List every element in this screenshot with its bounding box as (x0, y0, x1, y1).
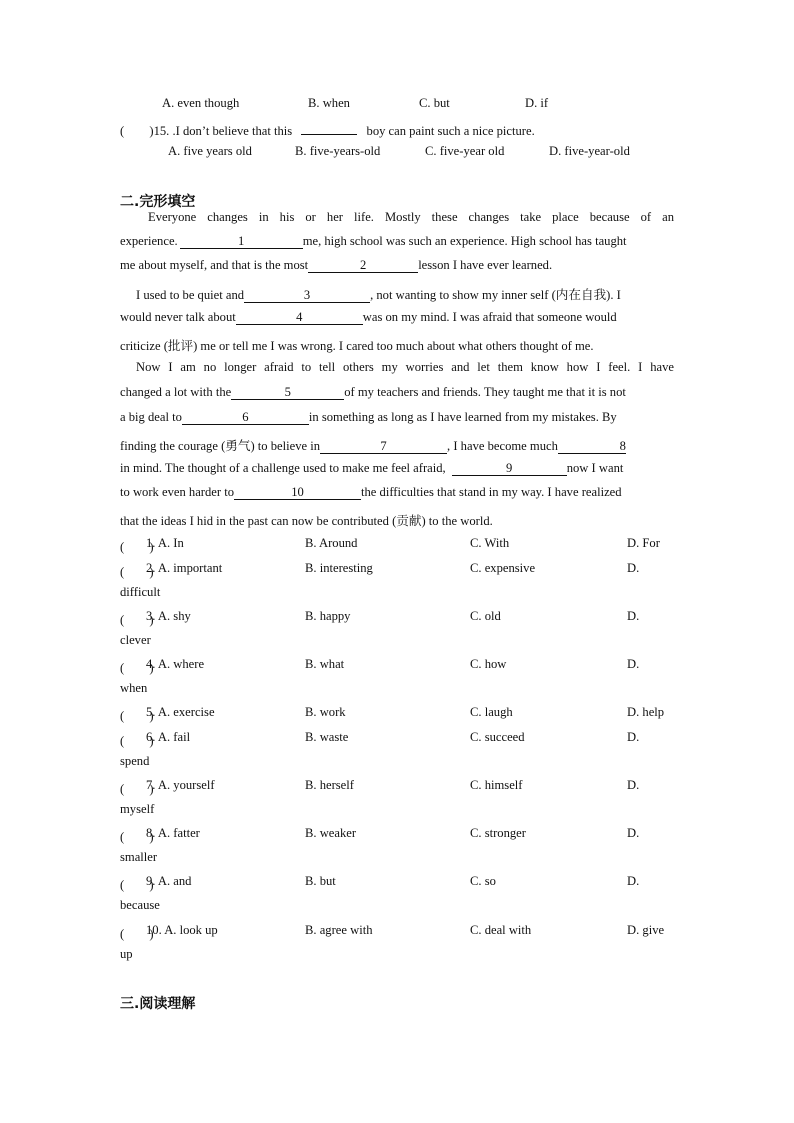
question-option-d: D. (627, 657, 640, 671)
cloze-blank-8[interactable]: 8 (558, 439, 626, 454)
passage-text: experience. (120, 234, 178, 248)
answer-paren[interactable]: ( ) (120, 830, 154, 844)
question-option-d: D. (627, 730, 640, 744)
q15-stem-start: 15. .I don’t believe that this (153, 124, 293, 138)
question-option-a: 8. A. fatter (146, 826, 200, 840)
question-option-a: 2. A. important (146, 561, 223, 575)
section-heading-cloze: 二.完形填空 (120, 194, 196, 210)
q14-option-d: D. if (525, 96, 549, 110)
q14-option-a: A. even though (162, 96, 240, 110)
passage-line: Everyone changes in his or her life. Mostly these changes take place because of an (148, 210, 674, 224)
question-option-c: C. expensive (470, 561, 536, 575)
question-option-b: B. agree with (305, 923, 373, 937)
cloze-blank-9[interactable]: 9 (452, 461, 567, 476)
passage-text: of my teachers and friends. They taught me that it is not (344, 385, 626, 399)
question-option-c: C. stronger (470, 826, 526, 840)
cloze-blank-2[interactable]: 2 (308, 258, 418, 273)
answer-paren[interactable]: ( ) (120, 709, 154, 723)
question-option-b: B. happy (305, 609, 351, 623)
passage-line (120, 385, 674, 400)
question-option-b: B. Around (305, 536, 358, 550)
question-option-a: 7. A. yourself (146, 778, 215, 792)
question-option-d: D. (627, 874, 640, 888)
cloze-blank-5[interactable]: 5 (231, 385, 344, 400)
passage-text: , not wanting to show my inner self (内在自我). I (370, 288, 621, 302)
q15-stem-end: boy can paint such a nice picture. (366, 124, 535, 138)
question-option-c: C. so (470, 874, 496, 888)
passage-text: me, high school was such an experience. High school has taught (302, 234, 627, 248)
question-option-c: C. how (470, 657, 507, 671)
question-option-a: 9. A. and (146, 874, 192, 888)
question-option-b: B. work (305, 705, 346, 719)
question-option-d: D. (627, 826, 640, 840)
question-option-c: C. old (470, 609, 501, 623)
passage-line (120, 410, 674, 425)
passage-text: , I have become much (447, 439, 558, 453)
answer-paren[interactable]: ( ) (120, 124, 154, 138)
cloze-blank-7[interactable]: 7 (320, 439, 447, 454)
question-option-d: D. give (627, 923, 665, 937)
question-option-b: B. weaker (305, 826, 357, 840)
section-heading-reading: 三.阅读理解 (120, 996, 196, 1012)
question-option-d: D. (627, 609, 640, 623)
question-option-d-wrap: clever (120, 633, 151, 647)
question-option-d-wrap: up (120, 947, 133, 961)
question-option-d-wrap: myself (120, 802, 155, 816)
question-option-a: 10. A. look up (146, 923, 218, 937)
question-15 (120, 120, 535, 139)
question-option-a: 4. A. where (146, 657, 205, 671)
passage-line (136, 284, 674, 303)
answer-paren[interactable]: ( ) (120, 613, 154, 627)
question-option-d-wrap: because (120, 898, 160, 912)
question-option-d: D. For (627, 536, 660, 550)
question-option-c: C. succeed (470, 730, 525, 744)
passage-line: criticize (批评) me or tell me I was wrong. I cared too much about what others thought of me. (120, 339, 594, 353)
answer-paren[interactable]: ( ) (120, 927, 154, 941)
question-option-a: 5. A. exercise (146, 705, 215, 719)
passage-text: would never talk about (120, 310, 236, 324)
cloze-blank-1[interactable]: 1 (180, 234, 303, 249)
passage-text: now I want (566, 461, 624, 475)
answer-paren[interactable]: ( ) (120, 782, 154, 796)
passage-line (120, 485, 674, 500)
passage-line (120, 234, 674, 249)
answer-paren[interactable]: ( ) (120, 734, 154, 748)
question-option-d-wrap: spend (120, 754, 150, 768)
question-option-b: B. but (305, 874, 336, 888)
q15-blank[interactable] (301, 134, 357, 135)
passage-text: in something as long as I have learned from my mistakes. By (308, 410, 617, 424)
passage-line (120, 461, 674, 476)
question-option-a: 3. A. shy (146, 609, 191, 623)
passage-text: lesson I have ever learned. (418, 258, 553, 272)
question-option-b: B. herself (305, 778, 354, 792)
passage-text: to work even harder to (120, 485, 235, 499)
q15-option-d: D. five-year-old (549, 144, 630, 158)
question-option-c: C. laugh (470, 705, 513, 719)
passage-text: me about myself, and that is the most (120, 258, 309, 272)
passage-line: that the ideas I hid in the past can now be contributed (贡献) to the world. (120, 514, 493, 528)
passage-line (120, 258, 674, 273)
question-option-b: B. waste (305, 730, 349, 744)
answer-paren[interactable]: ( ) (120, 540, 154, 554)
passage-text: in mind. The thought of a challenge used to make me feel afraid, (120, 461, 446, 475)
question-option-d: D. (627, 561, 640, 575)
q15-option-c: C. five-year old (425, 144, 505, 158)
answer-paren[interactable]: ( ) (120, 565, 154, 579)
passage-text: was on my mind. I was afraid that someone would (362, 310, 617, 324)
question-option-d: D. help (627, 705, 665, 719)
question-option-d: D. (627, 778, 640, 792)
answer-paren[interactable]: ( ) (120, 878, 154, 892)
question-option-a: 6. A. fail (146, 730, 191, 744)
passage-line: Now I am no longer afraid to tell others my worries and let them know how I feel. I have (136, 360, 674, 374)
passage-text: the difficulties that stand in my way. I have realized (361, 485, 622, 499)
question-option-d-wrap: when (120, 681, 148, 695)
cloze-blank-4[interactable]: 4 (236, 310, 363, 325)
passage-text: finding the courage (勇气) to believe in (120, 439, 321, 453)
answer-paren[interactable]: ( ) (120, 661, 154, 675)
q14-option-b: B. when (308, 96, 350, 110)
question-option-b: B. interesting (305, 561, 373, 575)
question-option-b: B. what (305, 657, 345, 671)
question-option-c: C. deal with (470, 923, 532, 937)
q14-option-c: C. but (419, 96, 450, 110)
passage-line (120, 310, 674, 325)
cloze-blank-3[interactable]: 3 (244, 288, 370, 303)
question-option-d-wrap: difficult (120, 585, 161, 599)
passage-line (120, 435, 674, 454)
cloze-blank-6[interactable]: 6 (182, 410, 309, 425)
question-option-a: 1. A. In (146, 536, 184, 550)
q15-option-a: A. five years old (168, 144, 252, 158)
cloze-blank-10[interactable]: 10 (234, 485, 361, 500)
q15-option-b: B. five-years-old (295, 144, 381, 158)
question-option-d-wrap: smaller (120, 850, 158, 864)
question-option-c: C. With (470, 536, 510, 550)
passage-text: a big deal to (120, 410, 182, 424)
question-option-c: C. himself (470, 778, 523, 792)
passage-text: changed a lot with the (120, 385, 232, 399)
passage-text: I used to be quiet and (136, 288, 245, 302)
